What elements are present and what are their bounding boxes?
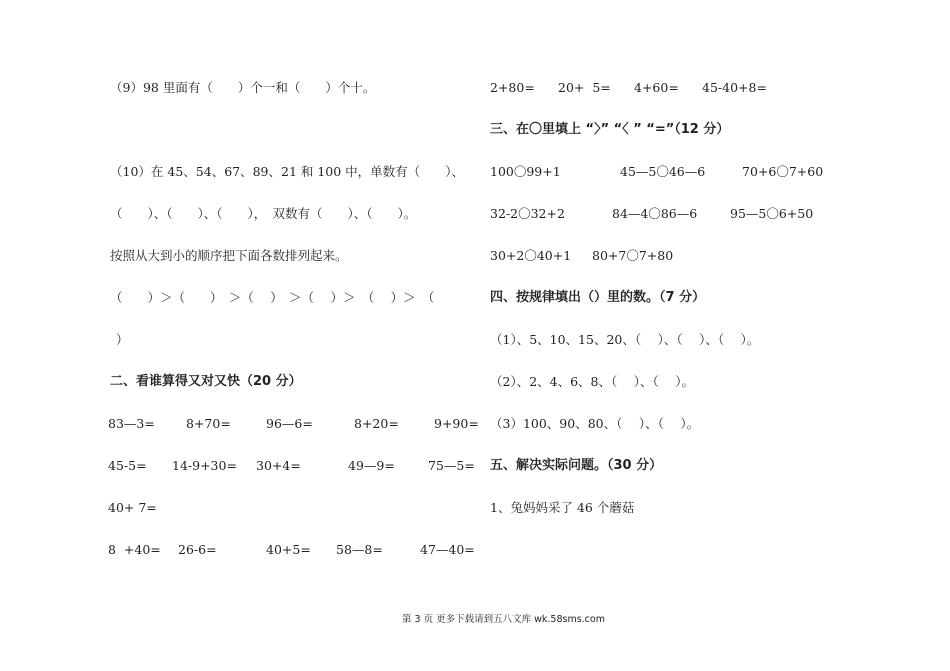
question-10-line-1: （10）在 45、54、67、89、21 和 100 中，单数有（ ）、 [110,164,464,179]
page-footer: 第 3 页 更多下载请到五八文库 wk.58sms.com [402,614,605,625]
calc-item: 4+60= [634,80,679,95]
calc-item: 8 +40= [108,542,161,557]
pattern-2: （2）、2、4、6、8、（ ）、（ ）。 [490,374,694,389]
question-10-line-2: （ ）、（ ）、（ ）， 双数有（ ）、（ ）。 [110,206,417,221]
section-4-title: 四、按规律填出（）里的数。（7 分） [490,290,706,305]
section-3-title: 三、在〇里填上 “〉” “〈 ” “=”（12 分） [490,122,730,137]
calc-item: 8+20= [354,416,399,431]
compare-item: 45—5〇46—6 [620,164,706,179]
order-instruction: 按照从大到小的顺序把下面各数排列起来。 [110,248,348,263]
calc-item: 96—6= [266,416,313,431]
calc-item: 83—3= [108,416,155,431]
calc-item: 58—8= [336,542,383,557]
compare-item: 80+7〇7+80 [592,248,674,263]
pattern-3: （3）100、90、80、（ ）、（ ）。 [490,416,700,431]
pattern-1: （1）、5、10、15、20、（ ）、（ ）、（ ）。 [490,332,760,347]
section-2-title: 二、看谁算得又对又快（20 分） [110,374,302,389]
order-blanks-line-1: （ ）＞（ ） ＞（ ） ＞（ ）＞ （ ）＞ （ [110,290,435,305]
calc-item: 40+ 7= [108,500,157,515]
compare-item: 95—5〇6+50 [730,206,814,221]
problem-1: 1、兔妈妈采了 46 个蘑菇 [490,500,635,515]
calc-item: 9+90= [434,416,479,431]
calc-item: 14-9+30= [172,458,237,473]
calc-item: 47—40= [420,542,475,557]
calc-item: 2+80= [490,80,535,95]
calc-item: 30+4= [256,458,301,473]
calc-item: 20+ 5= [558,80,611,95]
section-5-title: 五、解决实际问题。（30 分） [490,458,663,473]
question-9: （9）98 里面有（ ）个一和（ ）个十。 [110,80,376,95]
compare-item: 32-2〇32+2 [490,206,565,221]
calc-item: 26-6= [178,542,217,557]
calc-item: 40+5= [266,542,311,557]
compare-item: 84—4〇86—6 [612,206,698,221]
compare-item: 100〇99+1 [490,164,561,179]
calc-item: 8+70= [186,416,231,431]
order-blanks-line-2: ） [116,332,129,347]
calc-item: 45-40+8= [702,80,767,95]
calc-item: 75—5= [428,458,475,473]
calc-item: 49—9= [348,458,395,473]
compare-item: 70+6〇7+60 [742,164,824,179]
calc-item: 45-5= [108,458,147,473]
compare-item: 30+2〇40+1 [490,248,572,263]
